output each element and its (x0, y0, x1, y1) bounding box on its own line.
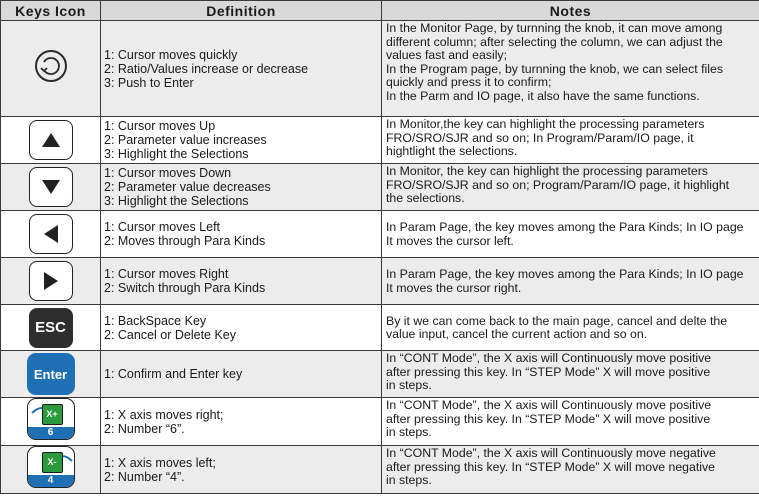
table-row (1, 446, 759, 494)
notes-cell: In “CONT Mode”, the X axis will Continuously move negative after pressing this key. In “STEP Mode” X will move negative in steps. (382, 446, 759, 494)
header-notes: Notes (382, 1, 759, 21)
enter-key-icon: Enter (27, 353, 75, 395)
x-minus-key-icon (27, 446, 75, 488)
definition-cell: 1: Cursor moves Left 2: Moves through Para Kinds (101, 211, 382, 258)
definition-cell: 1: Cursor moves Up 2: Parameter value increases 3: Highlight the Selections (101, 117, 382, 164)
notes-cell: By it we can come back to the main page, cancel and delte the value input, cancel the current action and so on. (382, 305, 759, 351)
notes-cell: In Monitor, the key can highlight the processing parameters FRO/SRO/SJR and so on; Program/Param/IO page, it highlight the selections. (382, 164, 759, 211)
notes-cell: In “CONT Mode”, the X axis will Continuously move positive after pressing this key. In “STEP Mode” X will move positive in steps. (382, 351, 759, 398)
table-row (1, 164, 759, 211)
down-arrow-icon (29, 167, 73, 207)
x-plus-key-icon (27, 398, 75, 440)
definition-cell: 1: Confirm and Enter key (101, 351, 382, 398)
header-keys-icon: Keys Icon (1, 1, 101, 21)
table-header-row (1, 1, 759, 21)
definition-cell: 1: BackSpace Key 2: Cancel or Delete Key (101, 305, 382, 351)
table-row (1, 211, 759, 258)
definition-cell: 1: Cursor moves Right 2: Switch through Para Kinds (101, 258, 382, 305)
x-minus-label: X- (42, 452, 63, 473)
table-row (1, 351, 759, 398)
right-arrow-icon (29, 261, 73, 301)
notes-cell: In Param Page, the key moves among the Para Kinds; In IO page It moves the cursor right. (382, 258, 759, 305)
table-row (1, 305, 759, 351)
header-definition: Definition (101, 1, 382, 21)
notes-cell: In “CONT Mode”, the X axis will Continuously move positive after pressing this key. In “STEP Mode” X will move positive in steps. (382, 398, 759, 446)
esc-key-icon: ESC (29, 308, 73, 348)
notes-cell: In Monitor,the key can highlight the processing parameters FRO/SRO/SJR and so on; In Program/Param/IO page, it hightlight the selections. (382, 117, 759, 164)
up-arrow-icon (29, 120, 73, 160)
number-four-label: 4 (28, 475, 74, 487)
table-row (1, 398, 759, 446)
number-six-label: 6 (28, 427, 74, 439)
left-arrow-icon (29, 214, 73, 254)
definition-cell: 1: Cursor moves quickly 2: Ratio/Values increase or decrease 3: Push to Enter (101, 21, 382, 117)
notes-cell: In the Monitor Page, by turnning the knob, it can move among different column; after selecting the column, we can adjust the values fast and easily; In the Program page, by turnning the knob, we can select files quickly and press it to confirm; In the Parm and IO page, it also have the same functions. (382, 21, 759, 117)
table-row (1, 117, 759, 164)
table-row (1, 21, 759, 117)
x-plus-label: X+ (42, 404, 63, 425)
notes-cell: In Param Page, the key moves among the Para Kinds; In IO page It moves the cursor left. (382, 211, 759, 258)
table-row (1, 258, 759, 305)
definition-cell: 1: X axis moves left; 2: Number “4”. (101, 446, 382, 494)
rotary-knob-icon (34, 49, 68, 83)
definition-cell: 1: Cursor moves Down 2: Parameter value decreases 3: Highlight the Selections (101, 164, 382, 211)
definition-cell: 1: X axis moves right; 2: Number “6”. (101, 398, 382, 446)
